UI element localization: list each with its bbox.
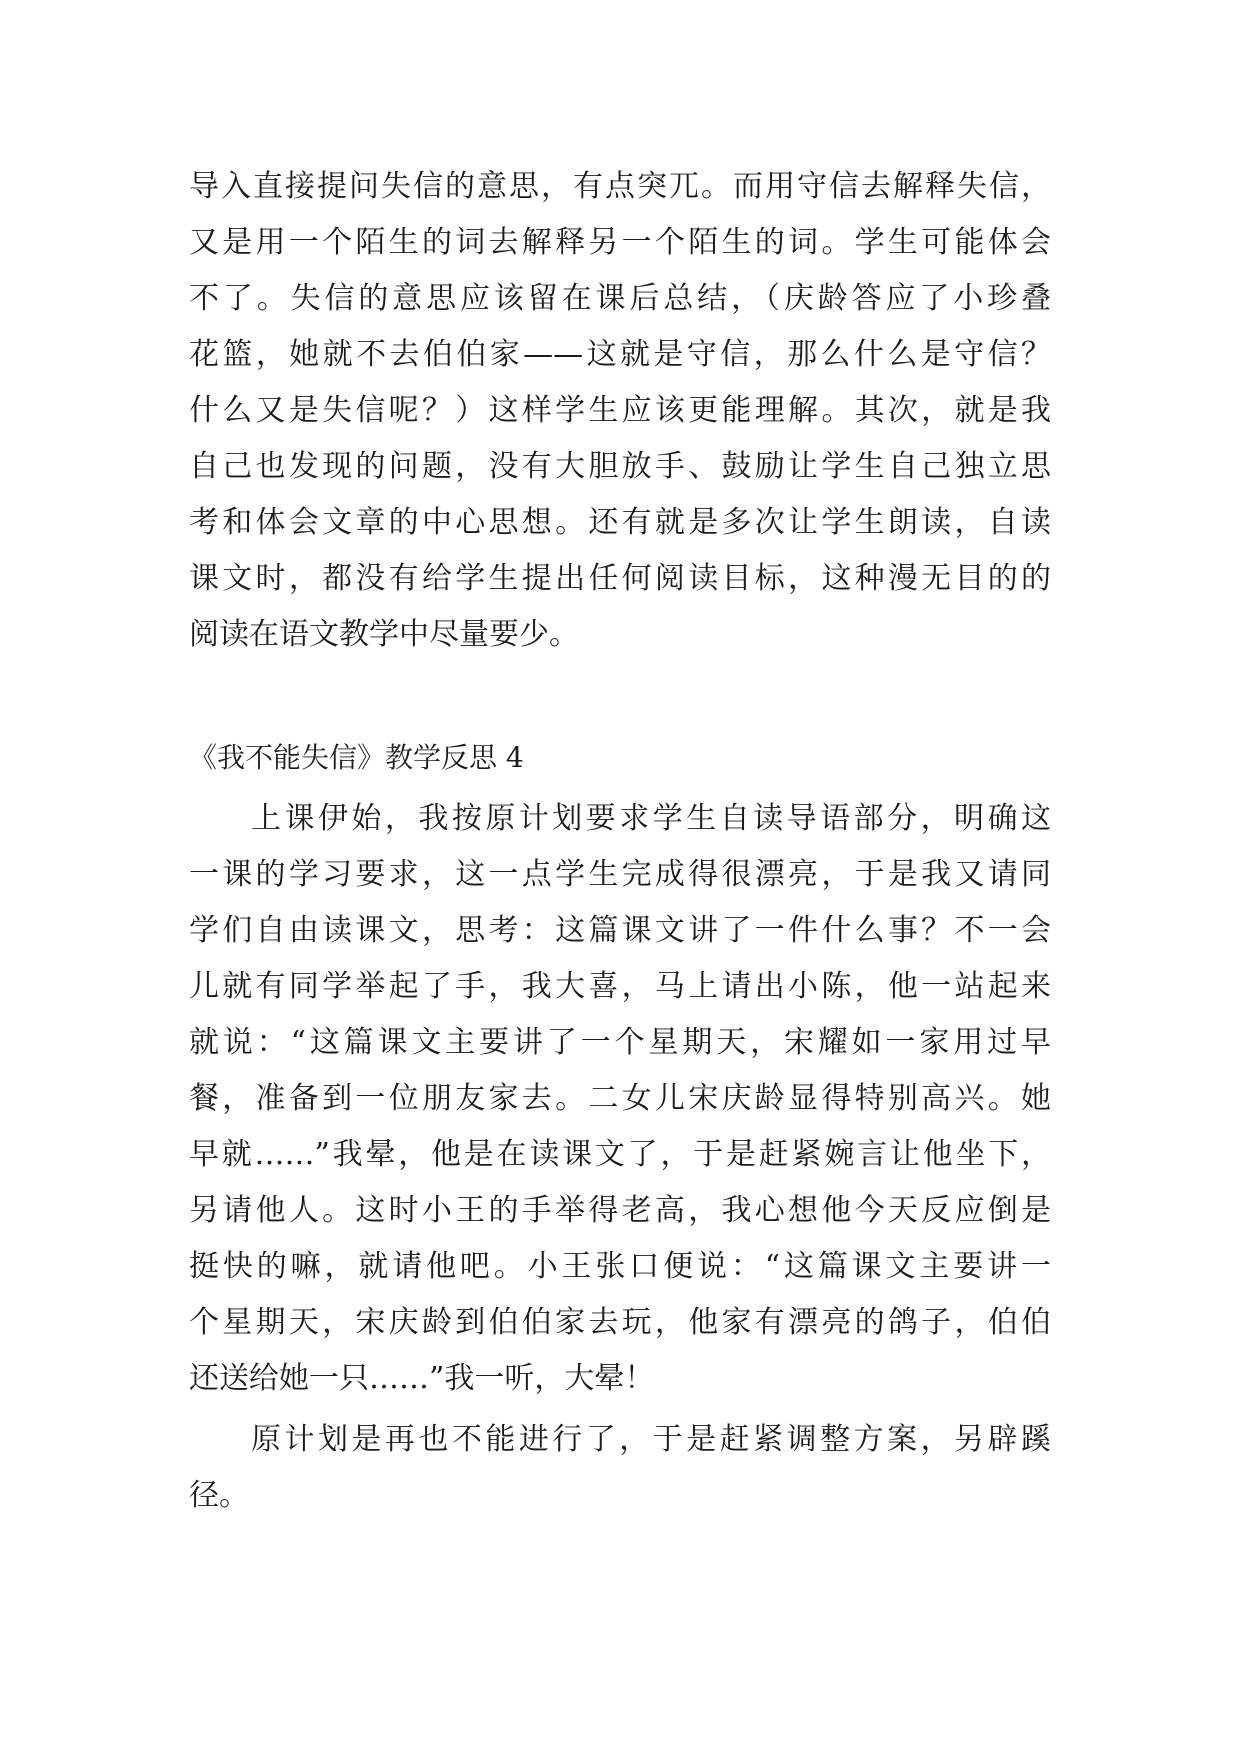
- paragraph-line: 不了。失信的意思应该留在课后总结，（庆龄答应了小珍叠: [189, 281, 1051, 316]
- paragraph: [189, 1412, 1051, 1524]
- paragraph-line: 上课伊始，我按原计划要求学生自读导语部分，明确这: [251, 801, 1051, 836]
- section-heading: 《我不能失信》教学反思 4: [189, 741, 524, 774]
- paragraph-line: 自己也发现的问题，没有大胆放手、鼓励让学生自己独立思: [189, 449, 1051, 484]
- paragraph-line: 阅读在语文教学中尽量要少。: [189, 617, 579, 652]
- paragraph-line: 儿就有同学举起了手，我大喜，马上请出小陈，他一站起来: [189, 969, 1051, 1004]
- paragraph-line: 什么又是失信呢？）这样学生应该更能理解。其次，就是我: [189, 393, 1051, 428]
- paragraph-line: 就说：“这篇课文主要讲了一个星期天，宋耀如一家用过早: [189, 1025, 1051, 1060]
- continued-paragraph: [189, 159, 1051, 663]
- paragraph-line: 导入直接提问失信的意思，有点突兀。而用守信去解释失信，: [189, 169, 1051, 204]
- paragraph-line: 考和体会文章的中心思想。还有就是多次让学生朗读，自读: [189, 505, 1051, 540]
- paragraph-line: 径。: [189, 1478, 249, 1513]
- paragraph-line: 个星期天，宋庆龄到伯伯家去玩，他家有漂亮的鸽子，伯伯: [189, 1305, 1051, 1340]
- paragraph-line: 课文时，都没有给学生提出任何阅读目标，这种漫无目的的: [189, 561, 1051, 596]
- paragraph-line: 花篮，她就不去伯伯家——这就是守信，那么什么是守信？: [189, 337, 1051, 372]
- paragraph-line: 挺快的嘛，就请他吧。小王张口便说：“这篇课文主要讲一: [189, 1249, 1051, 1284]
- paragraph-line: 一课的学习要求，这一点学生完成得很漂亮，于是我又请同: [189, 857, 1051, 892]
- paragraph-line: 学们自由读课文，思考：这篇课文讲了一件什么事？不一会: [189, 913, 1051, 948]
- document-body: [189, 159, 1051, 1524]
- paragraph-line: 又是用一个陌生的词去解释另一个陌生的词。学生可能体会: [189, 225, 1051, 260]
- paragraph-line: 另请他人。这时小王的手举得老高，我心想他今天反应倒是: [189, 1193, 1051, 1228]
- paragraph-line: 餐，准备到一位朋友家去。二女儿宋庆龄显得特别高兴。她: [189, 1081, 1051, 1116]
- paragraph-line: 原计划是再也不能进行了，于是赶紧调整方案，另辟蹊: [251, 1422, 1051, 1457]
- paragraph: [189, 791, 1051, 1407]
- paragraph-line: 还送给她一只……”我一听，大晕！: [189, 1361, 655, 1396]
- paragraph-line: 早就……”我晕，他是在读课文了，于是赶紧婉言让他坐下，: [189, 1137, 1051, 1172]
